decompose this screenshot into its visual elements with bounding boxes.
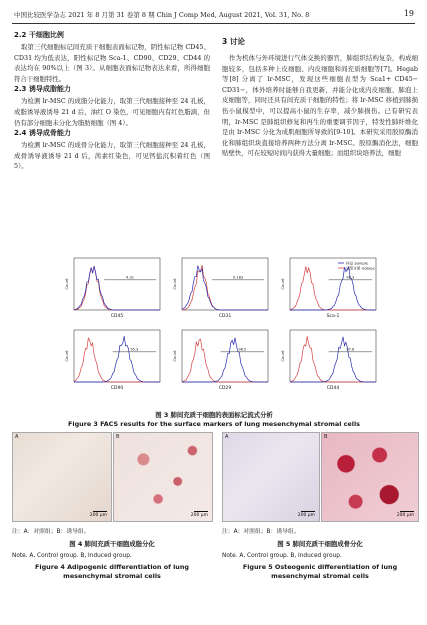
gate-percent-label: 4.31 <box>126 275 135 280</box>
figure-5-panel-b-label: B <box>324 434 328 440</box>
figure-4-panel-b-image <box>113 432 213 522</box>
figure-4-caption-block <box>12 528 212 581</box>
figure-5-title-en: Figure 5 Osteogenic differentiation of lung mesenchymal stromal cells <box>242 563 398 580</box>
figure-5-caption-block <box>222 528 418 581</box>
right-column <box>222 30 418 159</box>
figure-5-panel-a-scale: 200 μm <box>297 513 315 518</box>
marker-axis-label: CD45 <box>110 314 124 319</box>
header-rule <box>12 23 415 24</box>
count-axis-label: Count <box>172 350 177 362</box>
sample-histogram-line <box>74 266 160 310</box>
scale-bar <box>194 511 208 512</box>
section-2-2-title: 2.2 干细胞比例 <box>14 31 64 39</box>
figure-5-panel-a-label: A <box>225 434 229 440</box>
section-2-4-text: 为检测 lr-MSC 的成骨分化能力，取第三代细胞接种至 24 孔板，成骨诱导液诱导 21 d 后，茜素红染色，可见钙盐沉积着红色（图 5）。 <box>14 141 210 171</box>
sample-histogram-line <box>74 336 160 382</box>
left-column <box>14 30 210 172</box>
histogram-frame <box>290 330 376 382</box>
gate-percent-label: 95.3 <box>130 347 139 352</box>
sample-histogram-line <box>182 338 268 382</box>
count-axis-label: Count <box>280 350 285 362</box>
figure-5-title-cn: 图 5 肺间充质干细胞成骨分化 <box>277 540 363 548</box>
marker-axis-label: CD90 <box>110 386 124 391</box>
figure-5-panel-b-scale: 200 μm <box>396 513 414 518</box>
marker-axis-label: CD29 <box>218 386 232 391</box>
count-axis-label: Count <box>172 278 177 290</box>
histogram-frame <box>182 258 268 310</box>
isotype-histogram-line <box>290 266 376 310</box>
figure-4-panel-b-label: B <box>116 434 120 440</box>
section-2-2-text: 取第三代细胞标记间充质干细胞表面标记物，阴性标记物 CD45、CD31 均为低表达，阳性标记物 Sca-1、CD90、CD29、CD44 的表达均在 90%以上（图 3）。从细胞表面标记物表达来看，所得细胞符合干细胞特性。 <box>14 43 210 83</box>
figure-5-panel-b-image <box>321 432 419 522</box>
section-2-3-text: 为检测 lr-MSC 的成脂分化能力，取第三代细胞接种至 24 孔板，成脂诱导液诱导 21 d 后，油红 O 染色，可见细胞内有红色脂滴，但仍有部分细胞未分化为脂肪细胞（图 4）。 <box>14 97 210 127</box>
scale-bar <box>93 511 107 512</box>
count-axis-label: Count <box>64 278 69 290</box>
figure-4-panel-b-scale: 200 μm <box>190 513 208 518</box>
page-number: 19 <box>403 9 414 18</box>
gate-percent-label: 97.8 <box>346 347 355 352</box>
histogram-frame <box>182 330 268 382</box>
figure-4-panel-a-image <box>12 432 112 522</box>
figure-5-panel-a-image <box>222 432 320 522</box>
figure-4-note-en: Note. A, Control group. B, Induced group. <box>12 553 132 559</box>
sample-histogram-line <box>290 337 376 382</box>
discussion-text: 作为机体与外环境进行气体交换的器官，肺组织结构复杂，构成细胞较多，包括多种上皮细胞、内皮细胞和间充质细胞等[7]。Hegab 等[8] 分离了 lr-MSC，发现这些细胞表型为 Sca1+ CD45− CD31−，体外培养时能够自我更新，并能分化成内皮细胞、肺泡上皮细胞等，同时还具有间充质干细胞的特性；将 lr-MSC 移植到肺损伤小鼠模型中，可以提高小鼠的生存率，减少肺损伤。已有研究表明，lr-MSC 是肺组织修复和再生的重要调节因子，特发性肺纤维化是由 lr-MSC 分化为成肌细胞所导致的[9-10]。本研究采用胶原酶消化和肺组织块直接培养两种方法分离 lr-MSC。胶原酶消化法，细胞贴壁快，可在较短时间内获得大量细胞；而组织块培养法，细胞 <box>222 54 418 158</box>
gate-percent-label: 0.183 <box>232 275 244 280</box>
figure-5-note-cn: 注：A：对照组；B：诱导组。 <box>222 529 300 535</box>
figure-4-title-cn: 图 4 肺间充质干细胞成脂分化 <box>69 540 155 548</box>
figure-3-facs <box>60 254 378 402</box>
sample-histogram-line <box>290 267 376 310</box>
marker-axis-label: CD44 <box>326 386 340 391</box>
isotype-histogram-line <box>182 265 268 310</box>
legend-isotype-label: 同型对照 Isotype <box>346 266 375 271</box>
figure-4-note-cn: 注：A：对照组；B：诱导组。 <box>12 529 90 535</box>
isotype-histogram-line <box>182 339 268 382</box>
marker-axis-label: Sca-1 <box>326 314 340 319</box>
isotype-histogram-line <box>290 336 376 382</box>
running-header <box>14 10 414 19</box>
figure-3-caption-en-text: Figure 3 FACS results for the surface markers of lung mesenchymal stromal cells <box>68 420 360 428</box>
isotype-histogram-line <box>74 266 160 310</box>
count-axis-label: Count <box>64 350 69 362</box>
scale-bar <box>400 511 414 512</box>
marker-axis-label: CD31 <box>218 314 232 319</box>
section-2-3-title: 2.3 诱导成脂能力 <box>14 85 71 94</box>
figure-3-caption-en <box>14 420 414 428</box>
figure-4-panel-a-label: A <box>15 434 19 440</box>
facs-histogram-grid <box>60 254 378 402</box>
figure-4-title-en: Figure 4 Adipogenic differentiation of lung mesenchymal stromal cells <box>35 563 189 580</box>
histogram-frame <box>74 330 160 382</box>
journal-header: 中国比较医学杂志 2021 年 8 月第 31 卷第 8 期 Chin J Comp Med, August 2021, Vol. 31, No. 8 <box>14 11 310 19</box>
gate-percent-label: 98.3 <box>346 275 355 280</box>
figure-4-panel-a-scale: 200 μm <box>89 513 107 518</box>
count-axis-label: Count <box>280 278 285 290</box>
section-2-4-title: 2.4 诱导成骨能力 <box>14 129 71 138</box>
figure-5-note-en: Note. A, Control group. B, Induced group. <box>222 553 342 559</box>
scale-bar <box>301 511 315 512</box>
gate-percent-label: 98.5 <box>238 347 247 352</box>
legend-sample-label: 样品 Sample <box>346 261 368 266</box>
figure-3-caption-cn: 图 3 肺间充质干细胞的表面标记流式分析 <box>155 411 273 419</box>
section-3-title: 3 讨论 <box>222 37 245 46</box>
